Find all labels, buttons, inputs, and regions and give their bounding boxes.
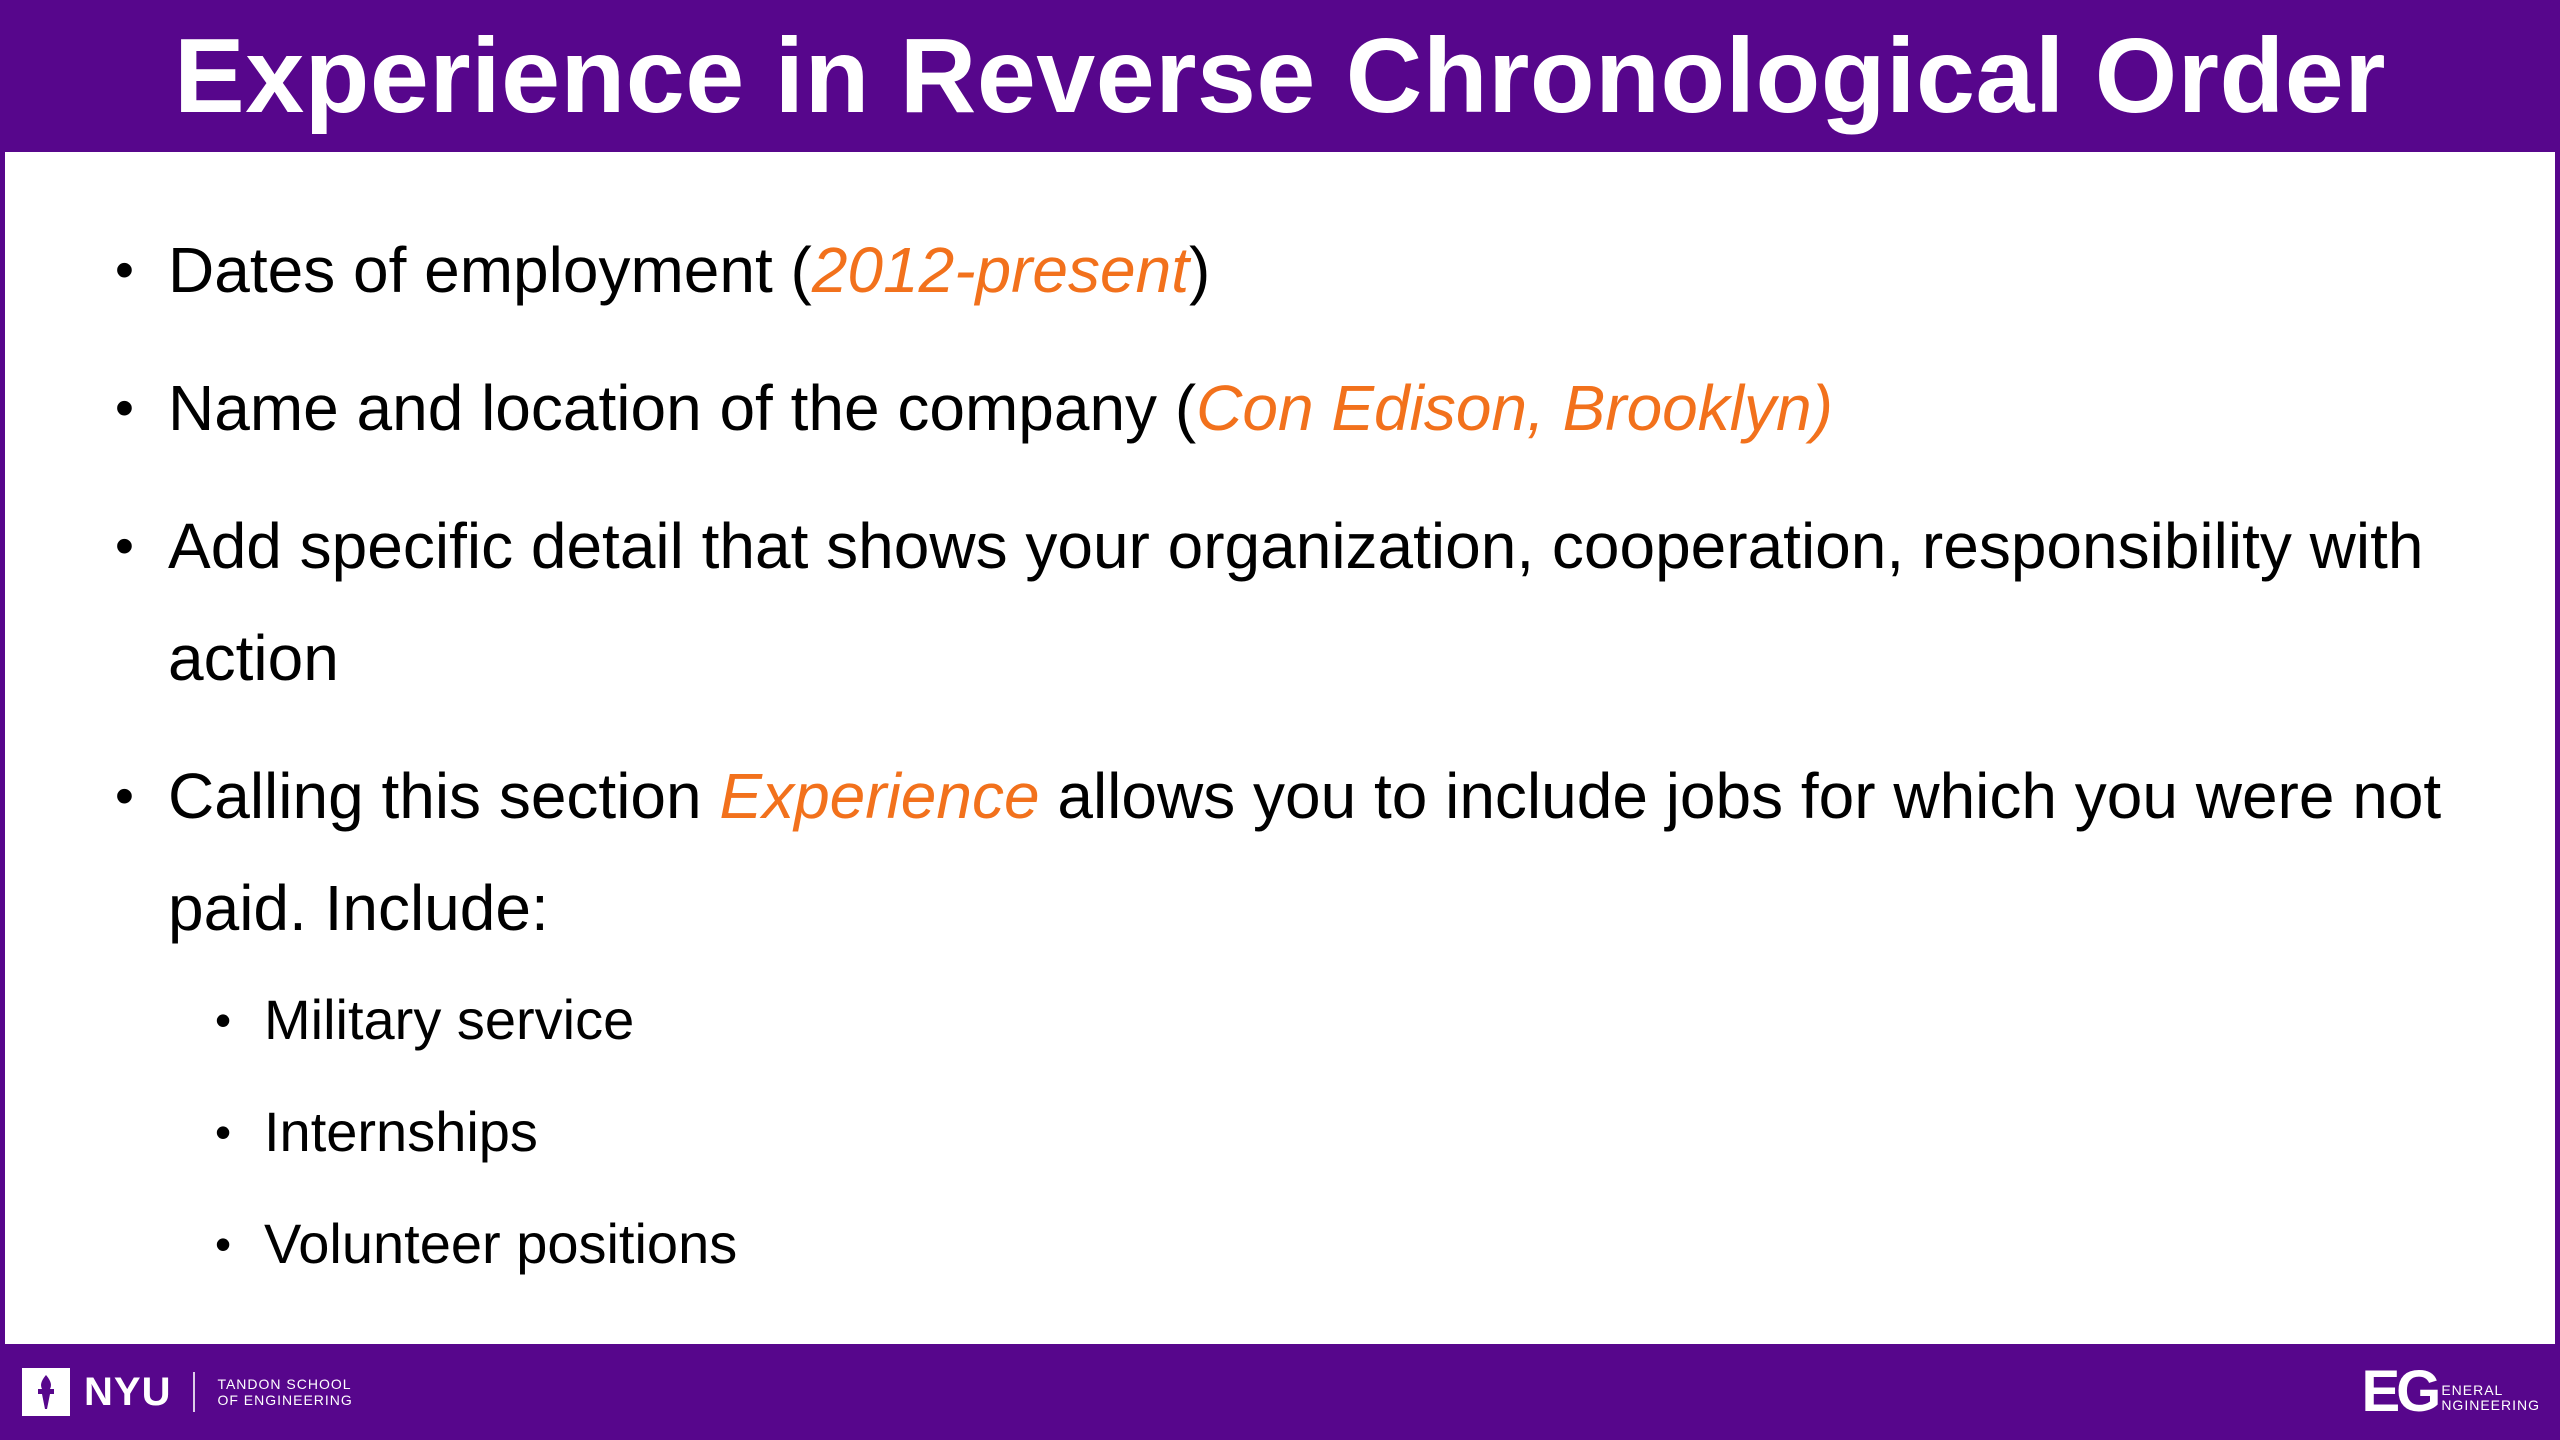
logo-divider [193, 1372, 195, 1412]
sub-bullet-text: Military service [264, 988, 635, 1051]
sub-bullet-text: Volunteer positions [264, 1212, 738, 1275]
footer [0, 1344, 2560, 1440]
bullet-accent: 2012-present [811, 234, 1189, 306]
sub-bullet-military [168, 964, 2555, 1076]
nyu-tandon-logo [22, 1368, 353, 1416]
school-name-line1: TANDON SCHOOL [217, 1376, 352, 1392]
eg-word-line2: NGINEERING [2441, 1397, 2540, 1413]
bullet-dot: • [115, 240, 134, 300]
sub-bullet-internships [168, 1076, 2555, 1188]
sub-bullet-text: Internships [264, 1100, 538, 1163]
sub-bullet-dot: • [215, 1106, 232, 1158]
eg-mark: EG [2361, 1359, 2438, 1424]
bullet-accent: Experience [719, 760, 1040, 832]
bullet-text: Name and location of the company ( [168, 372, 1197, 444]
bullet-company [115, 352, 2555, 464]
bullet-text-after: allows you to include jobs for which you were not paid. Include: [168, 760, 2442, 944]
sub-bullet-list [168, 964, 2555, 1300]
eg-words [2441, 1383, 2540, 1413]
general-engineering-logo [2361, 1359, 2541, 1424]
title-bar [0, 0, 2560, 152]
bullet-dot: • [115, 378, 134, 438]
school-name [217, 1376, 352, 1408]
nyu-torch-icon [22, 1368, 70, 1416]
bullet-list [115, 214, 2555, 1326]
content-area [5, 152, 2555, 1344]
bullet-text: Dates of employment ( [168, 234, 812, 306]
bullet-employment-dates [115, 214, 2555, 326]
sub-bullet-volunteer [168, 1188, 2555, 1300]
school-name-line2: OF ENGINEERING [217, 1392, 353, 1408]
eg-word-line1: ENERAL [2441, 1382, 2504, 1398]
bullet-experience-section [115, 740, 2555, 1300]
sub-bullet-dot: • [215, 1218, 232, 1270]
bullet-accent: Con Edison, Brooklyn) [1196, 372, 1833, 444]
bullet-text: Add specific detail that shows your organization, cooperation, responsibility with action [168, 510, 2424, 694]
sub-bullet-dot: • [215, 994, 232, 1046]
bullet-text: Calling this section [168, 760, 720, 832]
bullet-dot: • [115, 516, 134, 576]
bullet-specific-detail [115, 490, 2555, 714]
nyu-wordmark: NYU [84, 1369, 172, 1414]
bullet-dot: • [115, 766, 134, 826]
slide-title: Experience in Reverse Chronological Order [174, 16, 2386, 135]
bullet-text-after: ) [1188, 234, 1211, 306]
